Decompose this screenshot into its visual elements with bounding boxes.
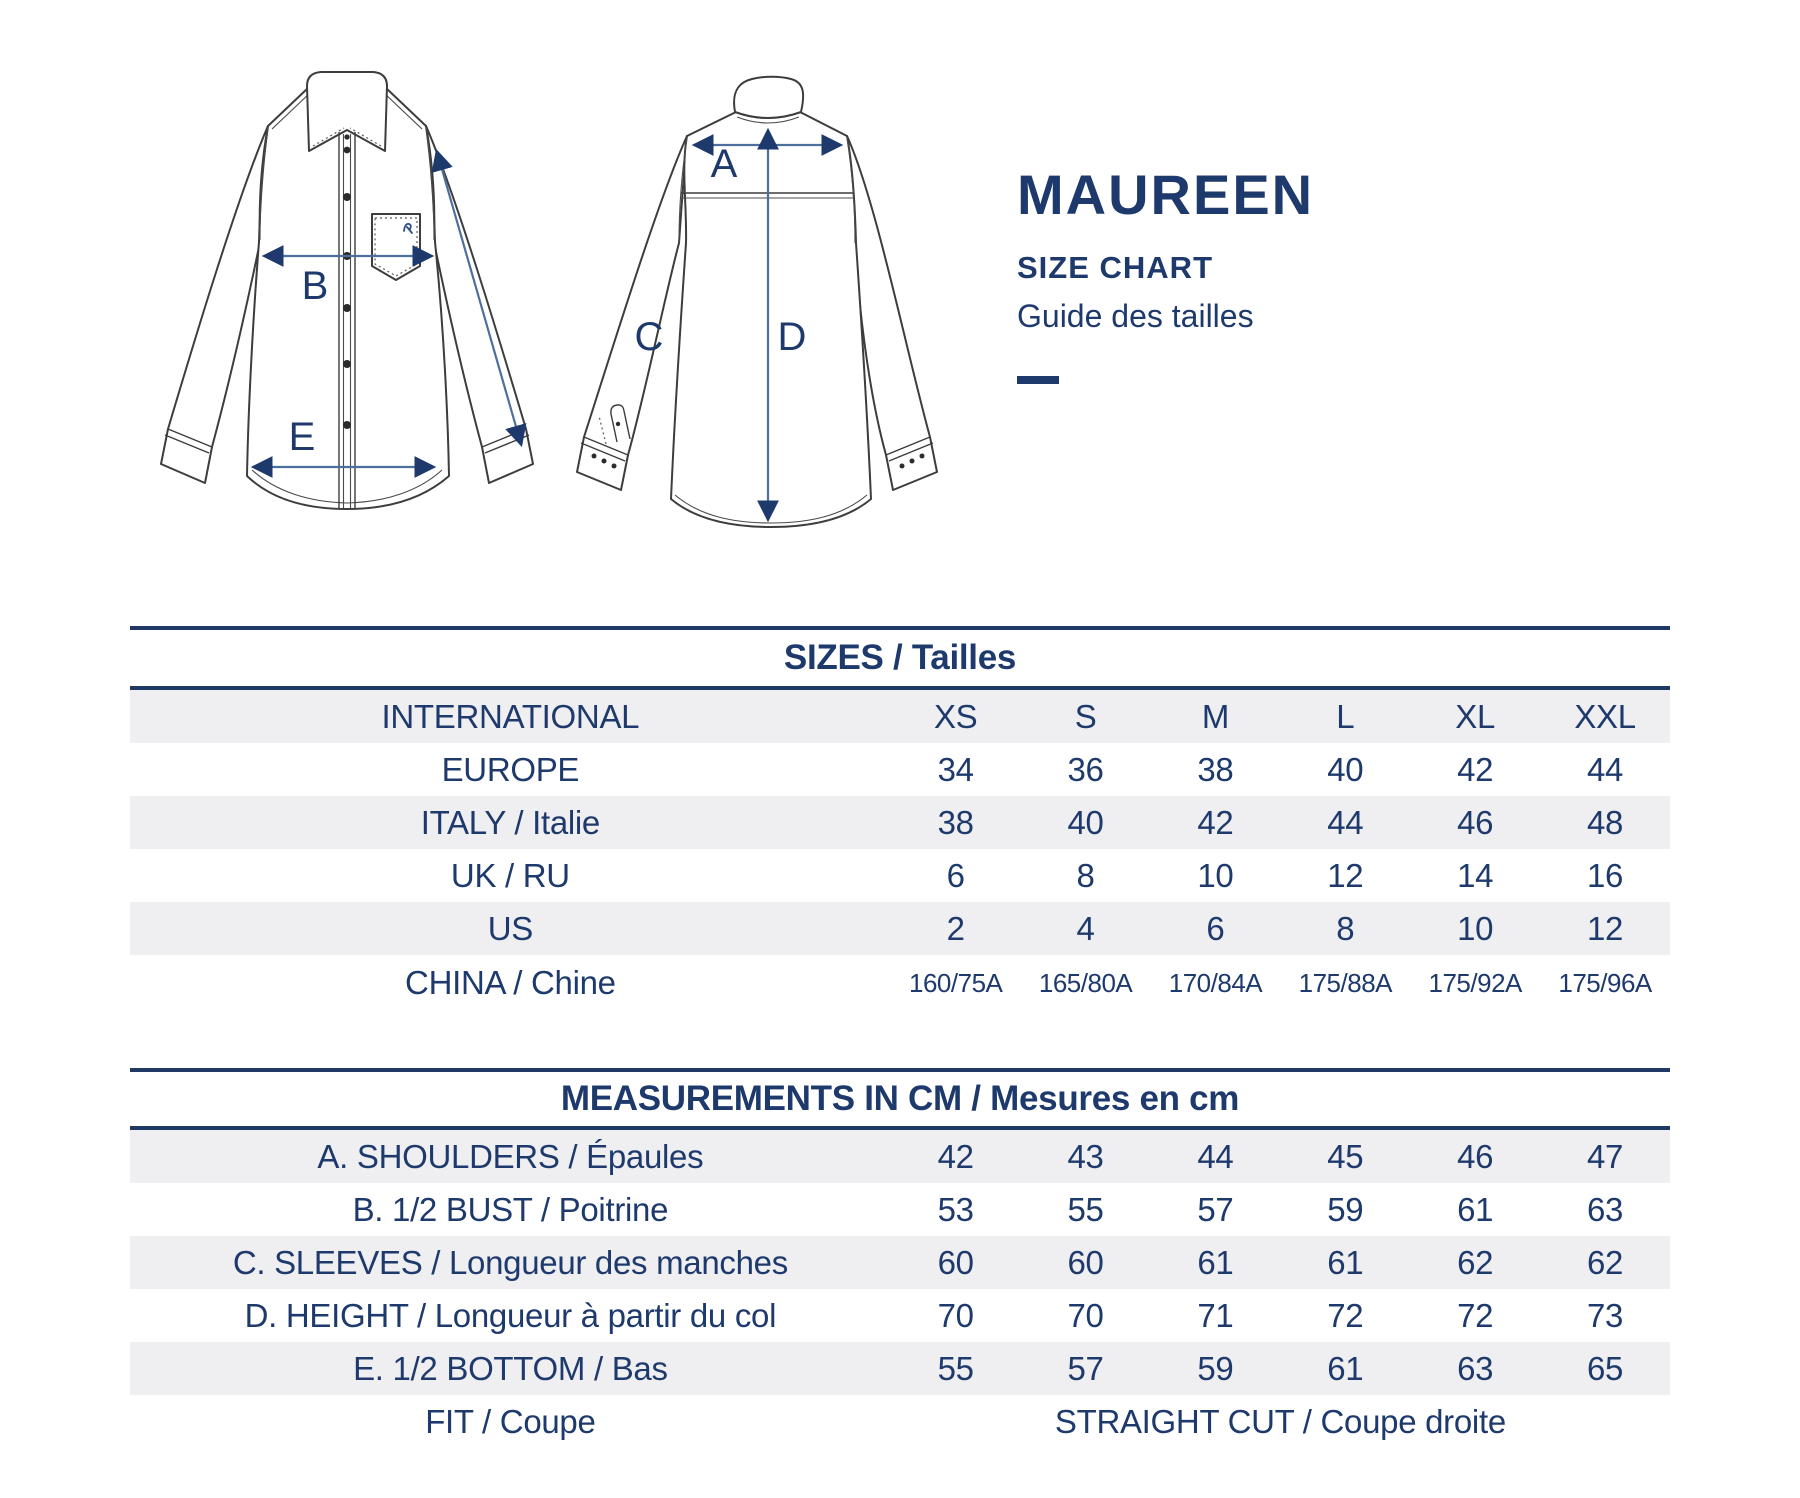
table-cell: 59 — [1327, 1191, 1364, 1228]
table-cell: 72 — [1327, 1297, 1364, 1334]
table-cell: 6 — [946, 857, 965, 894]
table-cell: 70 — [937, 1297, 974, 1334]
table-cell: 170/84A — [1168, 968, 1263, 998]
table-cell: 70 — [1067, 1297, 1104, 1334]
table-row-shoulders — [130, 1130, 1670, 1183]
table-cell: 16 — [1587, 857, 1624, 894]
row-label: CHINA / Chine — [405, 964, 616, 1001]
table-cell: 46 — [1457, 1138, 1494, 1175]
front-shirt — [161, 72, 533, 509]
table-row-fit — [130, 1395, 1670, 1448]
table-cell: 10 — [1197, 857, 1234, 894]
table-cell: 40 — [1327, 751, 1364, 788]
table-row-uk — [130, 849, 1670, 902]
table-cell: 65 — [1587, 1350, 1624, 1387]
table-cell: 175/88A — [1298, 968, 1392, 998]
row-label: B. 1/2 BUST / Poitrine — [352, 1191, 669, 1228]
row-label: E. 1/2 BOTTOM / Bas — [353, 1350, 668, 1387]
table-cell: 63 — [1587, 1191, 1624, 1228]
table-cell: 44 — [1327, 804, 1364, 841]
row-label: C. SLEEVES / Longueur des manches — [232, 1244, 788, 1281]
table-cell: 73 — [1587, 1297, 1624, 1334]
table-row-bottom — [130, 1342, 1670, 1395]
table-cell: 62 — [1587, 1244, 1624, 1281]
table-cell: 45 — [1327, 1138, 1364, 1175]
shirt-diagram — [0, 0, 990, 545]
table-row-italy — [130, 796, 1670, 849]
back-shirt — [577, 77, 937, 527]
table-cell: 8 — [1076, 857, 1095, 894]
label-a: A — [710, 142, 738, 186]
table-row-bust — [130, 1183, 1670, 1236]
table-cell: 71 — [1197, 1297, 1234, 1334]
table-cell: S — [1074, 698, 1097, 735]
table-row-europe — [130, 743, 1670, 796]
row-label: A. SHOULDERS / Épaules — [317, 1138, 704, 1175]
chart-title: SIZE CHART — [1017, 250, 1213, 285]
table-cell: 61 — [1327, 1244, 1364, 1281]
table-cell: 175/96A — [1558, 968, 1652, 998]
chart-title-fr: Guide des tailles — [1017, 298, 1254, 334]
row-label: EUROPE — [441, 751, 580, 788]
table-cell: 160/75A — [909, 968, 1003, 998]
table-cell: 42 — [1197, 804, 1234, 841]
row-label: US — [487, 910, 533, 947]
table-cell: 38 — [1197, 751, 1234, 788]
chest-pocket — [372, 214, 420, 280]
table-cell: 61 — [1327, 1350, 1364, 1387]
row-label: ITALY / Italie — [420, 804, 600, 841]
table-cell: 8 — [1336, 910, 1355, 947]
measurements-table-header: MEASUREMENTS IN CM / Mesures en cm — [130, 1072, 1670, 1130]
table-cell: 42 — [937, 1138, 974, 1175]
table-cell: 40 — [1067, 804, 1104, 841]
table-cell: 48 — [1587, 804, 1624, 841]
table-cell: 34 — [937, 751, 974, 788]
table-cell: 59 — [1197, 1350, 1234, 1387]
table-cell: 60 — [1067, 1244, 1104, 1281]
table-cell: 44 — [1587, 751, 1624, 788]
label-b: B — [301, 264, 329, 308]
table-cell: 42 — [1457, 751, 1494, 788]
table-cell: 14 — [1457, 857, 1494, 894]
title-block — [1017, 163, 1315, 384]
table-cell: 55 — [937, 1350, 974, 1387]
table-cell: 61 — [1457, 1191, 1494, 1228]
label-c: C — [634, 315, 664, 359]
table-cell: 43 — [1067, 1138, 1104, 1175]
table-cell: 10 — [1457, 910, 1494, 947]
table-cell: 4 — [1076, 910, 1095, 947]
table-row-us — [130, 902, 1670, 955]
table-cell: 61 — [1197, 1244, 1234, 1281]
title-dash — [1017, 376, 1059, 384]
table-row-china — [130, 955, 1670, 1011]
table-cell: 57 — [1067, 1350, 1104, 1387]
table-cell: 6 — [1206, 910, 1225, 947]
table-cell: 36 — [1067, 751, 1104, 788]
row-label: FIT / Coupe — [425, 1403, 596, 1440]
table-cell: 12 — [1587, 910, 1624, 947]
measurements-table — [130, 1068, 1670, 1448]
table-cell: XL — [1455, 698, 1496, 735]
table-cell: 62 — [1457, 1244, 1494, 1281]
sizes-table-header: SIZES / Tailles — [130, 630, 1670, 690]
table-cell: 46 — [1457, 804, 1494, 841]
table-cell: 175/92A — [1428, 968, 1522, 998]
table-cell: 63 — [1457, 1350, 1494, 1387]
table-row-sleeves — [130, 1236, 1670, 1289]
row-label: UK / RU — [450, 857, 570, 894]
label-d: D — [777, 315, 807, 359]
label-e: E — [288, 415, 316, 459]
product-name: MAUREEN — [1017, 163, 1315, 226]
row-label: INTERNATIONAL — [381, 698, 640, 735]
table-cell: L — [1336, 698, 1355, 735]
table-cell: 2 — [946, 910, 965, 947]
table-cell: 47 — [1587, 1138, 1624, 1175]
table-cell: XS — [933, 698, 978, 735]
table-row-international — [130, 690, 1670, 743]
table-cell: XXL — [1574, 698, 1636, 735]
table-cell: 38 — [937, 804, 974, 841]
table-cell: 72 — [1457, 1297, 1494, 1334]
row-label: D. HEIGHT / Longueur à partir du col — [244, 1297, 777, 1334]
table-cell: 60 — [937, 1244, 974, 1281]
table-cell: 165/80A — [1038, 968, 1133, 998]
table-cell: 57 — [1197, 1191, 1234, 1228]
table-cell: 12 — [1327, 857, 1364, 894]
table-cell: 55 — [1067, 1191, 1104, 1228]
table-row-height — [130, 1289, 1670, 1342]
fit-value: STRAIGHT CUT / Coupe droite — [1054, 1403, 1506, 1440]
table-cell: M — [1201, 698, 1230, 735]
table-cell: 44 — [1197, 1138, 1234, 1175]
sizes-table — [130, 626, 1670, 1011]
table-cell: 53 — [937, 1191, 974, 1228]
